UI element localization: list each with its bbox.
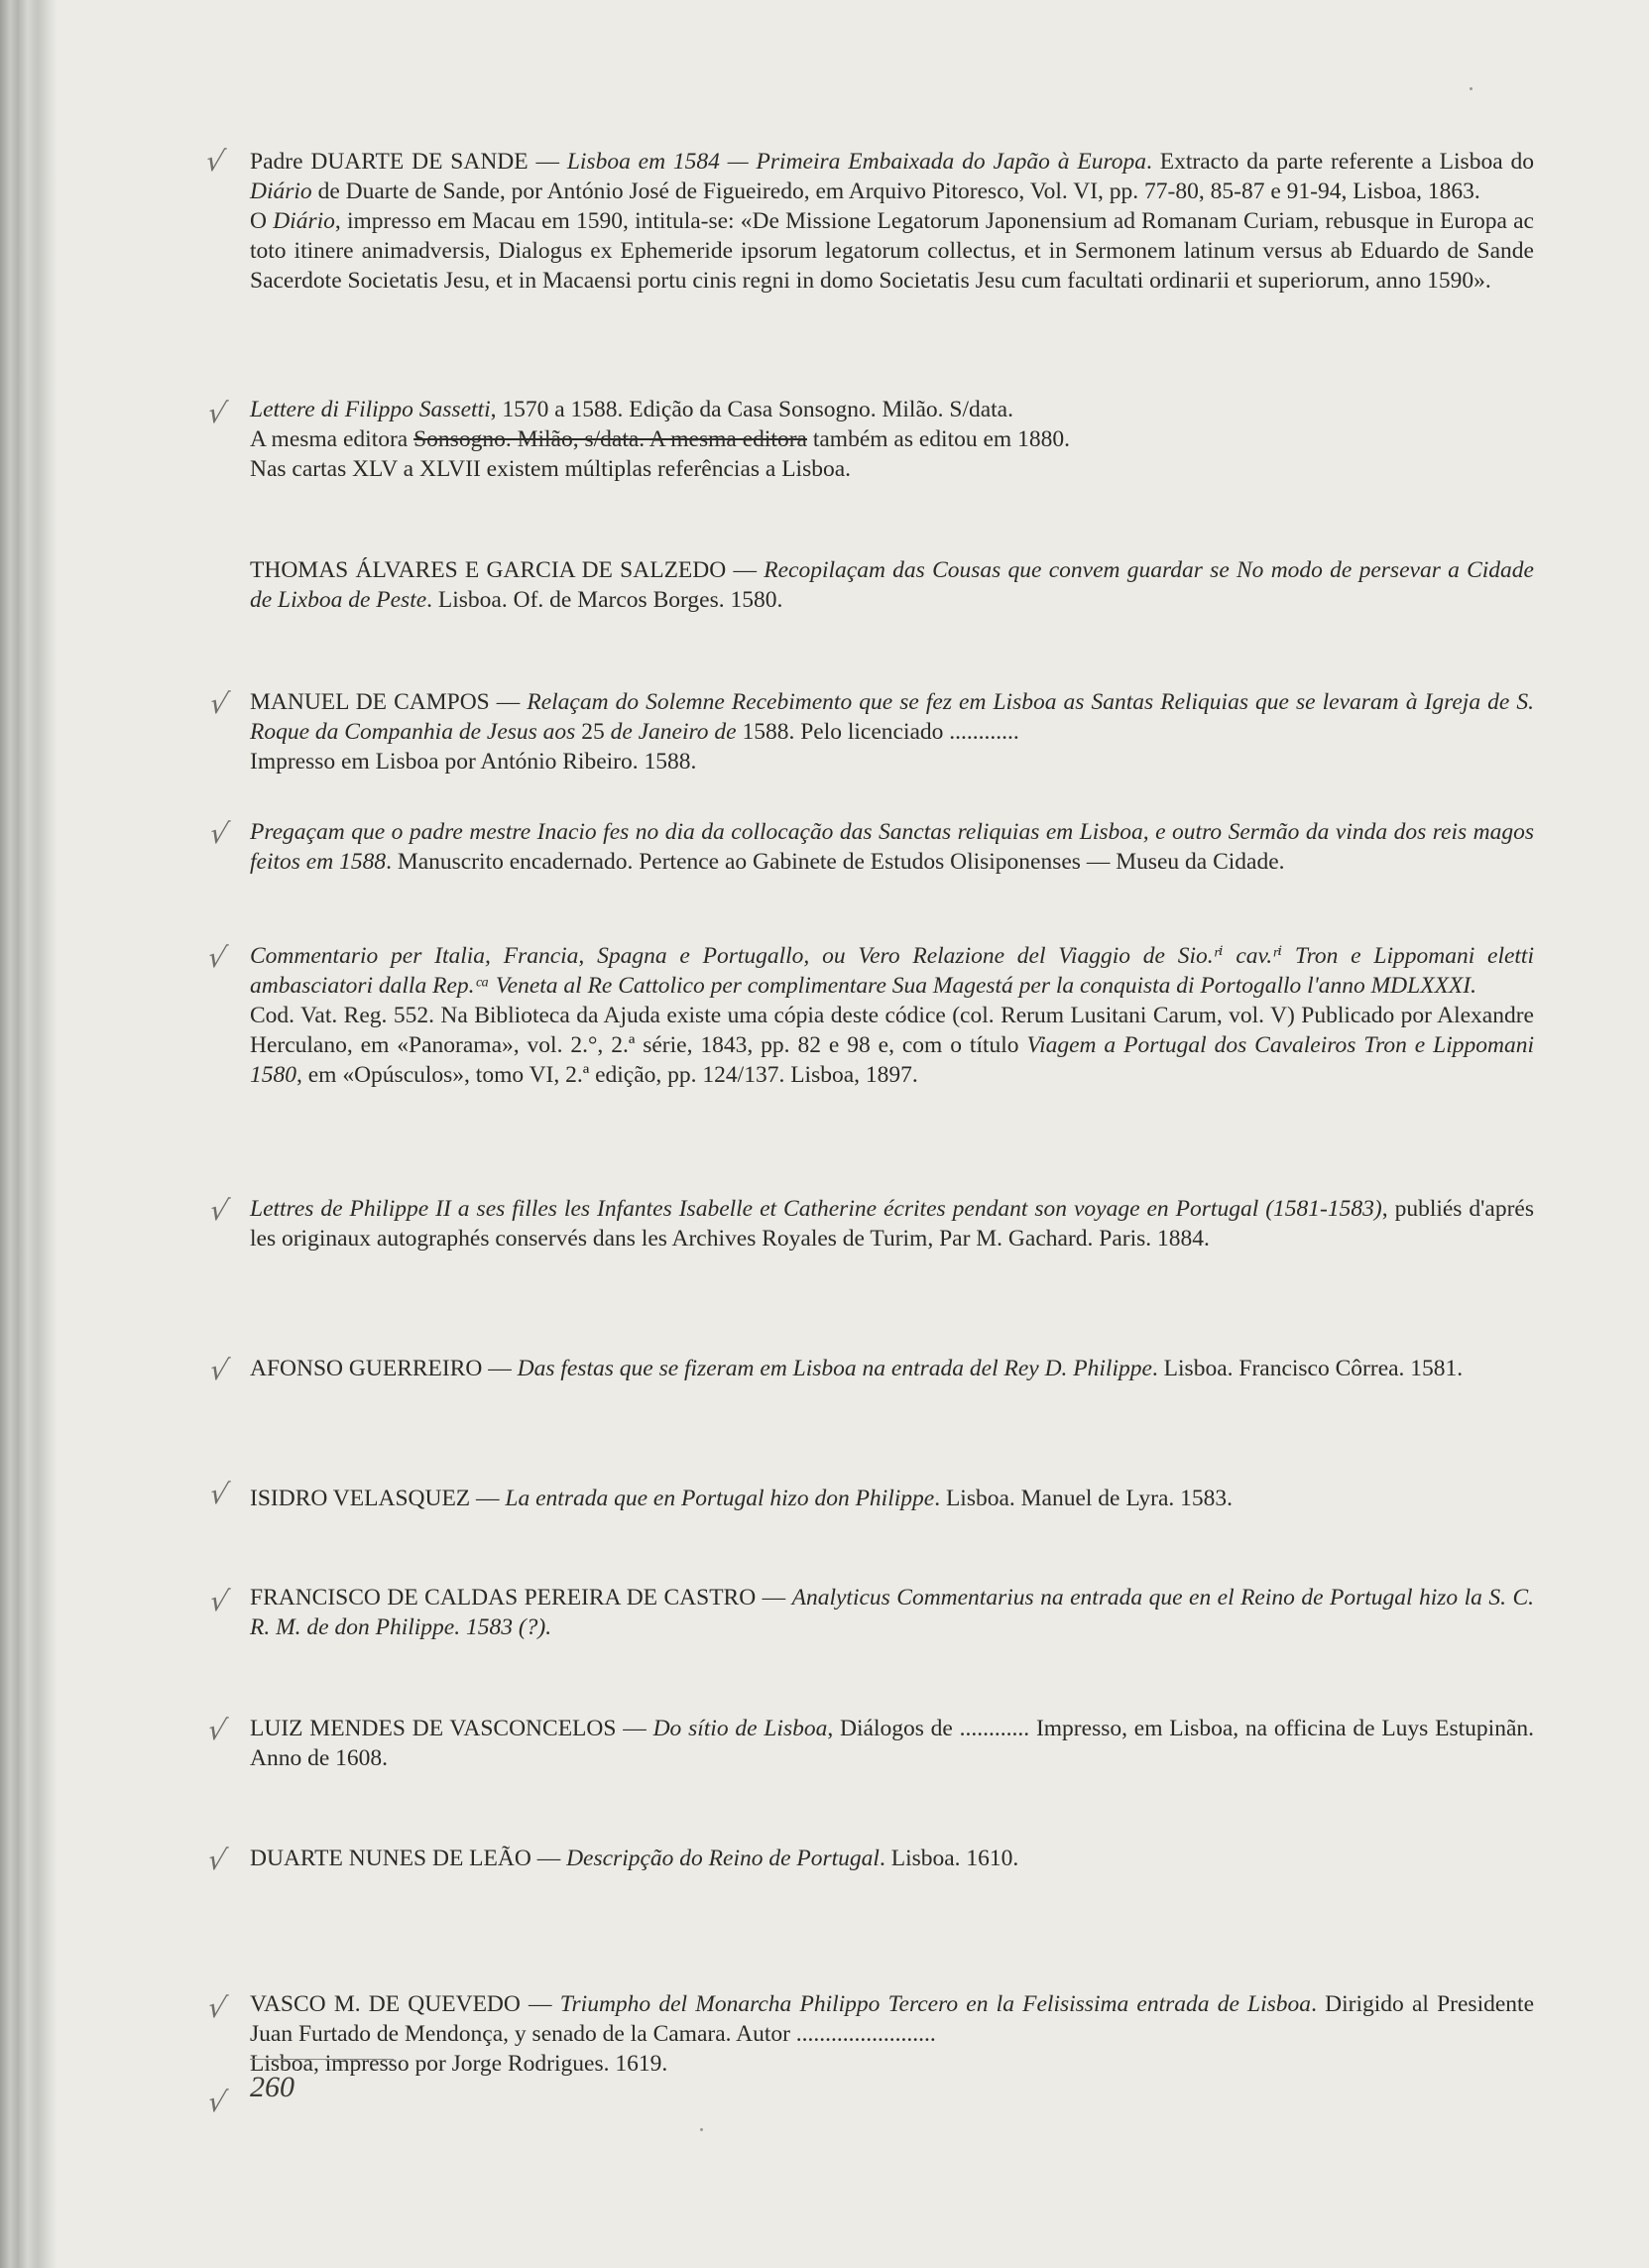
entry-paragraph: [250, 941, 1534, 1001]
entry-paragraph: [250, 1989, 1534, 2049]
entry-text: . Lisboa. 1610.: [879, 1846, 1019, 1871]
italic-title-text: Relaçam do Solemne Recebimento que se fez em Lisboa as Santas Reliquias que se levaram à Igreja de S. Roque da Companhia de Jesus aos: [250, 689, 1534, 745]
struck-text: Sonsogno. Milão, s/data. A mesma editora: [413, 426, 807, 452]
entry-paragraph: [250, 687, 1534, 747]
check-mark-icon: √: [206, 1478, 232, 1510]
entry-note-paragraph: [250, 2049, 1534, 2079]
italic-title-text: Descripção do Reino de Portugal: [566, 1846, 880, 1871]
entry-text: MANUEL DE CAMPOS —: [250, 689, 528, 715]
italic-title-text: Diário: [273, 208, 335, 234]
entry-paragraph: [250, 1194, 1534, 1253]
page-number: 260: [250, 2071, 294, 2103]
entry-text: , 1570 a 1588. Edição da Casa Sonsogno. Milão. S/data.: [490, 397, 1013, 422]
bibliography-entry: [250, 555, 1534, 615]
entry-note-paragraph: [250, 454, 1534, 484]
italic-title-text: Diário: [250, 179, 312, 204]
entry-text: , impresso em Macau em 1590, intitula-se: «De Missione Legatorum Japonensium ad Romanam Curiam, rebusque in Europa ac toto itinere animadversis, Dialogus ex Ephemeride ipsorum legatorum collectus, et in Sermonem latinum versus ab Eduardo de Sande Sacerdote Societatis Jesu, et in Macaensi portu cinis regni in domo Societatis Jesu cum facultati ordinarii et superiorum, anno 1590».: [250, 208, 1534, 294]
entry-paragraph: [250, 1484, 1534, 1513]
bibliography-entry: [206, 1194, 1535, 1253]
entry-text: Nas cartas XLV a XLVII existem múltiplas referências a Lisboa.: [250, 456, 852, 482]
italic-title-text: Lettres de Philippe II a ses filles les Infantes Isabelle et Catherine écrites pendant son voyage en Portugal (1581-1583): [250, 1196, 1382, 1222]
check-mark-icon: √: [206, 1354, 232, 1386]
bibliography-entry: [206, 1354, 1534, 1386]
bibliography-entry: [202, 145, 1534, 296]
italic-title-text: Viagem a Portugal dos Cavaleiros Tron e Lippomani 1580: [250, 1032, 1534, 1088]
entry-note-paragraph: [250, 206, 1534, 296]
entry-text: . Dirigido al Presidente Juan Furtado de Mendonça, y senado de la Camara. Autor ........................: [250, 1991, 1534, 2047]
entry-text: Impresso em Lisboa por António Ribeiro. 1588.: [250, 749, 697, 775]
check-mark-icon: √: [206, 817, 232, 850]
entry-text: de Duarte de Sande, por António José de Figueiredo, em Arquivo Pitoresco, Vol. VI, pp. 77-80, 85-87 e 91-94, Lisboa, 1863.: [311, 179, 1480, 204]
italic-title-text: Pregaçam que o padre mestre Inacio fes no dia da collocação das Sanctas reliquias em Lisboa, e outro Sermão da vinda dos reis magos feitos em 1588: [250, 819, 1534, 875]
entry-text: ISIDRO VELASQUEZ —: [250, 1486, 506, 1511]
entry-text: O: [250, 208, 274, 234]
entry-text: , Diálogos de ............ Impresso, em Lisboa, na officina de Luys Estupinãn. Anno de 1608.: [250, 1716, 1534, 1771]
check-mark-icon: √: [204, 1714, 230, 1746]
footer-rule: [250, 2059, 394, 2060]
italic-title-text: Lisboa em 1584 — Primeira Embaixada do Japão à Europa: [566, 149, 1147, 175]
bibliography-entry: [206, 1583, 1534, 1642]
entry-text: VASCO M. DE QUEVEDO —: [250, 1991, 560, 2017]
check-mark-icon: √: [202, 145, 228, 178]
check-mark-icon: √: [204, 941, 230, 974]
bibliography-entry: [206, 817, 1534, 877]
entry-paragraph: [250, 1354, 1534, 1383]
paper-speck: [1470, 87, 1472, 90]
entry-text: Lisboa, impresso por Jorge Rodrigues. 1619.: [250, 2051, 668, 2077]
entry-text: . Lisboa. Manuel de Lyra. 1583.: [934, 1486, 1234, 1511]
entry-text: . Manuscrito encadernado. Pertence ao Gabinete de Estudos Olisiponenses — Museu da Cidade.: [386, 849, 1285, 875]
entry-text: também as editou em 1880.: [806, 426, 1070, 452]
entry-text: FRANCISCO DE CALDAS PEREIRA DE CASTRO —: [250, 1585, 792, 1611]
book-binding-edge: [0, 0, 58, 2268]
bibliography-entry: [206, 687, 1534, 776]
entry-note-paragraph: [250, 747, 1534, 776]
entry-paragraph: [250, 1714, 1534, 1773]
bibliography-entry: [204, 1844, 1534, 1876]
italic-title-text: Analyticus Commentarius na entrada que en el Reino de Portugal hizo la S. C. R. M. de don Philippe. 1583 (?).: [250, 1585, 1534, 1640]
entry-paragraph: [250, 1844, 1534, 1873]
bibliography-entry: [204, 395, 1534, 484]
entry-text: LUIZ MENDES DE VASCONCELOS —: [250, 1716, 653, 1741]
entry-text: A mesma editora: [250, 426, 414, 452]
italic-title-text: Commentario per Italia, Francia, Spagna e Portugallo, ou Vero Relazione del Viaggio de Sio.ʳⁱ cav.ʳⁱ Tron e Lippomani eletti ambasciatori dalla Rep.ᶜᵃ Veneta al Re Cattolico per complimentare Sua Magestá per la conquista di Portogallo l'anno MDLXXXI.: [250, 943, 1534, 999]
entry-text: THOMAS ÁLVARES E GARCIA DE SALZEDO —: [250, 557, 765, 583]
entry-text: , em «Opúsculos», tomo VI, 2.ª edição, pp. 124/137. Lisboa, 1897.: [296, 1062, 918, 1088]
paper-speck: [700, 2128, 703, 2131]
entry-paragraph: [250, 1583, 1534, 1642]
italic-title-text: Triumpho del Monarcha Philippo Tercero en la Felisissima entrada de Lisboa: [559, 1991, 1312, 2017]
check-mark-icon: √: [206, 687, 232, 720]
italic-title-text: La entrada que en Portugal hizo don Philippe: [505, 1486, 935, 1511]
entry-text: 25: [575, 719, 611, 745]
entry-text: AFONSO GUERREIRO —: [250, 1356, 518, 1381]
bibliography-entry: [204, 1714, 1534, 1773]
italic-title-text: Recopilaçam das Cousas que convem guardar se No modo de persevar a Cidade de Lixboa de Peste: [250, 557, 1534, 613]
italic-title-text: Lettere di Filippo Sassetti: [250, 397, 491, 422]
entry-text: , publiés d'aprés les originaux autographés conservés dans les Archives Royales de Turim, Par M. Gachard. Paris. 1884.: [250, 1196, 1535, 1252]
entry-text: 1588. Pelo licenciado ............: [736, 719, 1019, 745]
entry-note-paragraph: [250, 1001, 1534, 1090]
bibliography-entry: [204, 941, 1534, 1090]
check-mark-icon: √: [204, 1844, 230, 1876]
check-mark-icon: √: [206, 1585, 232, 1617]
italic-title-text: Das festas que se fizeram em Lisboa na entrada del Rey D. Philippe: [517, 1356, 1152, 1381]
entry-text: Padre DUARTE DE SANDE —: [250, 149, 567, 175]
entry-text: . Extracto da parte referente a Lisboa do: [1146, 149, 1534, 175]
italic-title-text: de Janeiro de: [610, 719, 737, 745]
entry-paragraph: [250, 817, 1534, 877]
entry-note-paragraph: [250, 424, 1534, 454]
entry-text: . Lisboa. Of. de Marcos Borges. 1580.: [426, 587, 783, 613]
entry-paragraph: [250, 395, 1534, 424]
entry-text: Cod. Vat. Reg. 552. Na Biblioteca da Ajuda existe uma cópia deste códice (col. Rerum Lusitani Carum, vol. V) Publicado por Alexandre Herculano, em «Panorama», vol. 2.°, 2.ª série, 1843, pp. 82 e 98 e, com o título: [250, 1003, 1534, 1058]
entry-paragraph: [250, 555, 1534, 615]
entry-paragraph: [250, 147, 1534, 206]
italic-title-text: Do sítio de Lisboa: [652, 1716, 828, 1741]
bibliography-entry: [204, 1989, 1534, 2079]
check-mark-icon: √: [204, 397, 230, 429]
bibliography-entry: [206, 1478, 1534, 1513]
check-mark-icon: √: [206, 1194, 232, 1227]
check-mark-icon: √: [204, 1991, 230, 2024]
check-mark-icon: √: [204, 2086, 230, 2118]
entry-text: DUARTE NUNES DE LEÃO —: [250, 1846, 567, 1871]
entry-text: . Lisboa. Francisco Côrrea. 1581.: [1151, 1356, 1464, 1381]
